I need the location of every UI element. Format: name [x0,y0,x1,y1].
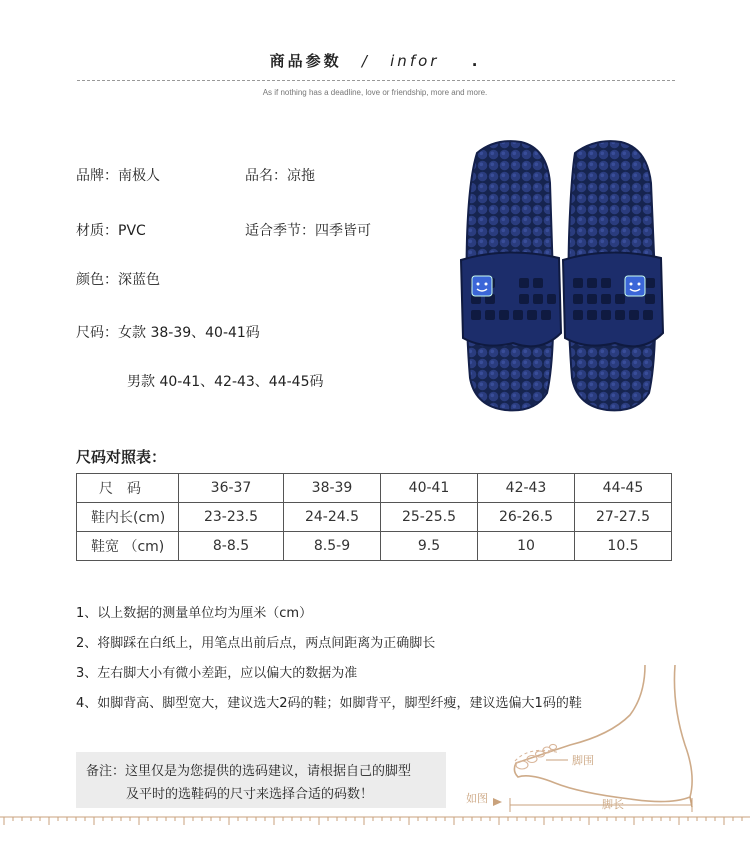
header-subtitle: As if nothing has a deadline, love or friendship, more and more. [262,88,488,97]
remark-line-2: 及平时的选鞋码的尺寸来选择合适的码数！ [126,787,374,802]
slippers-image [455,138,670,418]
table-cell: 8-8.5 [179,532,284,561]
ruler-strip [0,816,750,830]
table-cell: 10.5 [575,532,672,561]
table-cell: 26-26.5 [478,503,575,532]
table-cell: 鞋内长(cm) [77,503,179,532]
info-material: 材质：PVC [76,223,146,239]
info-product: 品名：凉拖 [245,168,315,184]
table-cell: 42-43 [478,474,575,503]
foot-example-label: 如图 [466,792,488,805]
info-size-women: 尺码：女款 38-39、40-41码 [76,325,260,341]
table-cell: 尺 码 [77,474,179,503]
arrow-right-icon [493,798,502,806]
table-cell: 44-45 [575,474,672,503]
info-season: 适合季节：四季皆可 [245,223,371,239]
table-cell: 鞋宽 （cm) [77,532,179,561]
table-row [77,503,672,532]
table-cell: 10 [478,532,575,561]
table-cell: 24-24.5 [284,503,381,532]
title-cn: 商品参数 [269,52,342,70]
info-size-men: 男款 40-41、42-43、44-45码 [127,374,324,390]
header-divider [77,80,675,81]
foot-diagram [460,665,700,820]
note-3: 3、左右脚大小有微小差距，应以偏大的数据为准 [76,666,358,681]
table-cell: 8.5-9 [284,532,381,561]
table-cell: 36-37 [179,474,284,503]
remark-line-1: 备注：这里仅是为您提供的选码建议，请根据自己的脚型 [86,764,412,779]
size-table [76,473,672,561]
info-color: 颜色：深蓝色 [76,272,160,288]
note-2: 2、将脚踩在白纸上，用笔点出前后点，两点间距离为正确脚长 [76,636,436,651]
section-title [0,50,750,71]
title-slash: / [361,52,370,70]
table-cell: 25-25.5 [381,503,478,532]
table-row [77,474,672,503]
title-en: infor [390,52,440,70]
table-cell: 38-39 [284,474,381,503]
note-4: 4、如脚背高、脚型宽大，建议选大2码的鞋；如脚背平，脚型纤瘦，建议选偏大1码的鞋 [76,696,582,711]
title-dot: . [471,52,481,70]
table-cell: 9.5 [381,532,478,561]
info-brand: 品牌：南极人 [76,168,160,184]
foot-length-label: 脚长 [602,798,624,811]
foot-girth-label: 脚围 [572,754,594,767]
table-cell: 23-23.5 [179,503,284,532]
table-cell: 40-41 [381,474,478,503]
size-table-heading: 尺码对照表： [76,448,167,466]
table-cell: 27-27.5 [575,503,672,532]
note-1: 1、以上数据的测量单位均为厘米（cm） [76,606,313,621]
table-row [77,532,672,561]
